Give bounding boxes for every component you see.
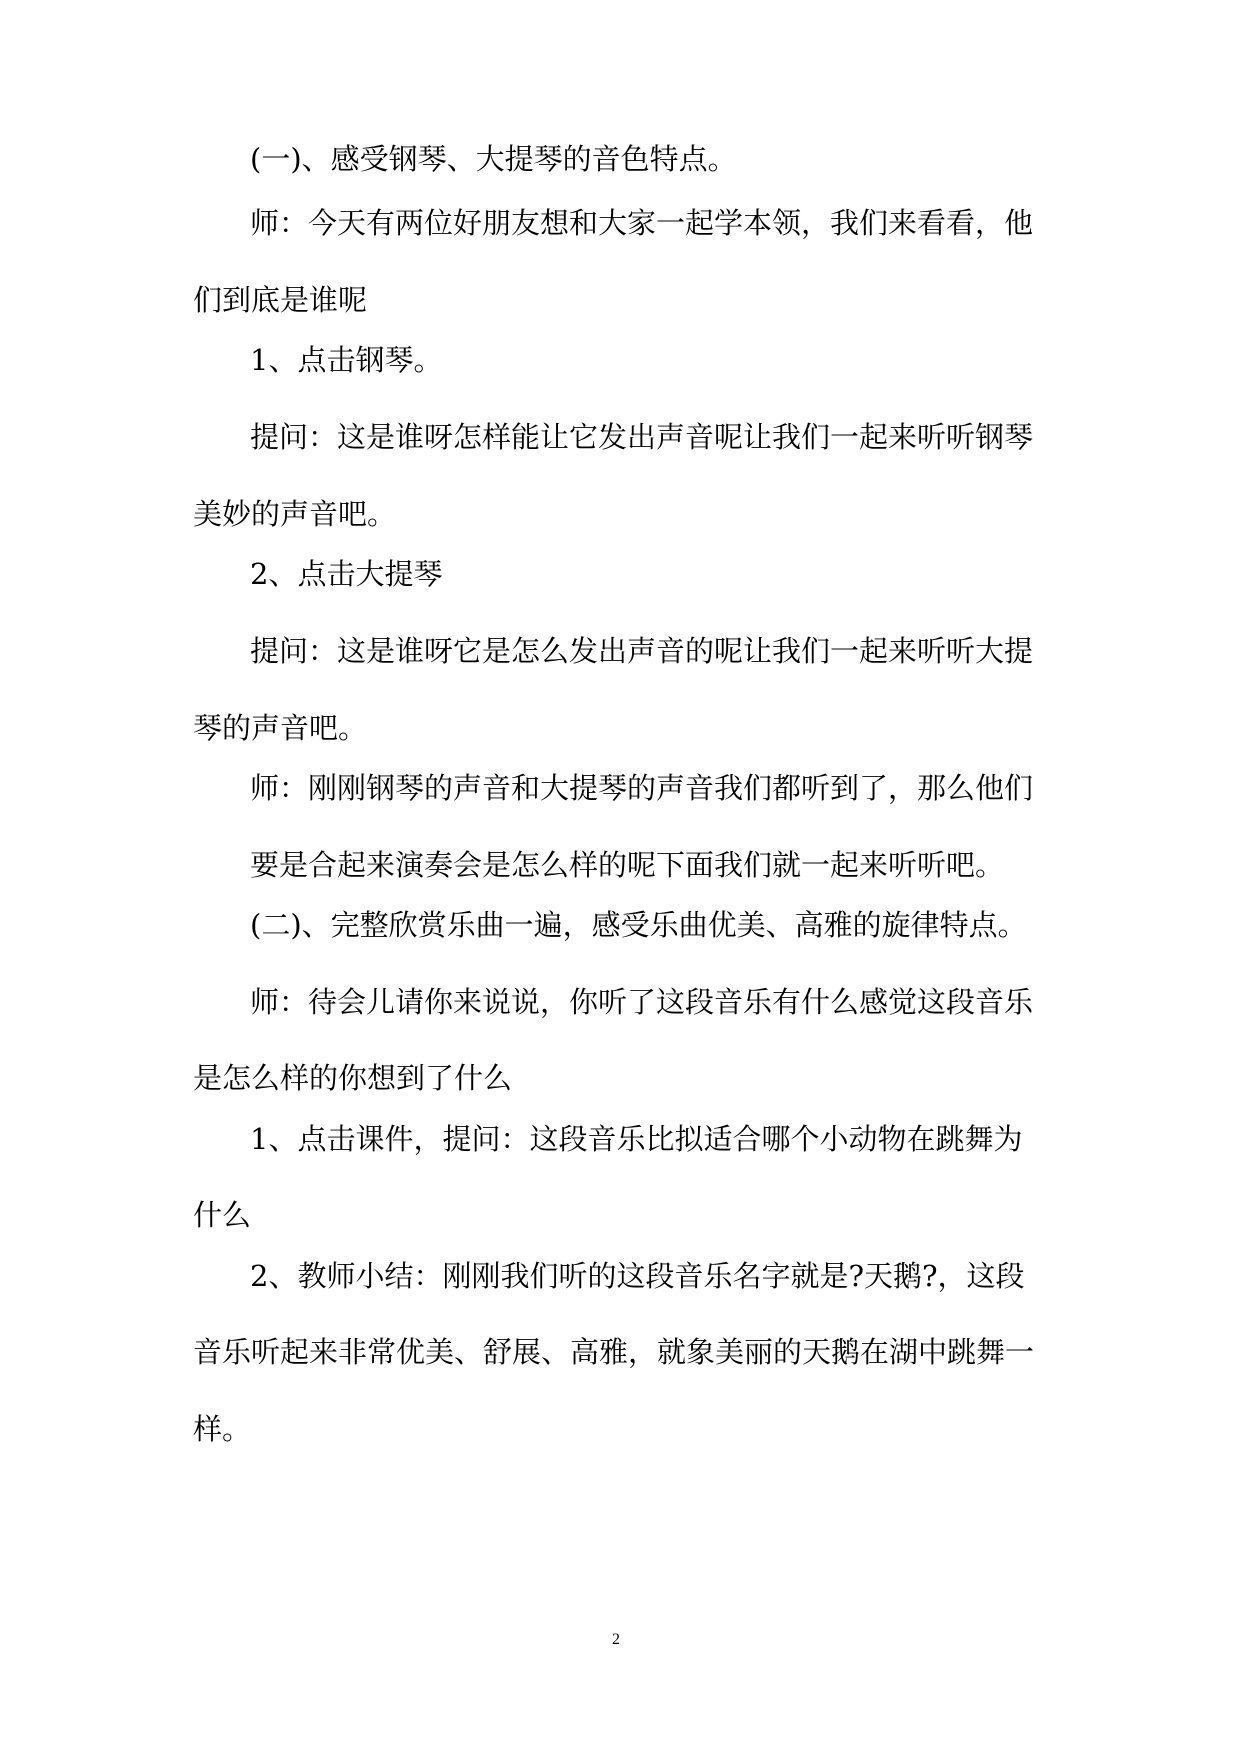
list-item-2: 2、点击大提琴 bbox=[250, 557, 443, 591]
section-heading-1: (一)、感受钢琴、大提琴的音色特点。 bbox=[250, 142, 737, 176]
paragraph-line: 师：待会儿请你来说说，你听了这段音乐有什么感觉这段音乐 bbox=[250, 985, 1034, 1019]
paragraph-line: 们到底是谁呢 bbox=[193, 283, 368, 317]
list-item-2b: 2、教师小结：刚刚我们听的这段音乐名字就是?天鹅?，这段 bbox=[250, 1259, 1025, 1293]
list-item-1: 1、点击钢琴。 bbox=[250, 343, 443, 377]
paragraph-line: 美妙的声音吧。 bbox=[193, 497, 397, 531]
paragraph-line: 师：刚刚钢琴的声音和大提琴的声音我们都听到了，那么他们 bbox=[250, 771, 1034, 805]
paragraph-line: 琴的声音吧。 bbox=[193, 711, 368, 745]
page-number: 2 bbox=[612, 1631, 620, 1648]
paragraph-line: 是怎么样的你想到了什么 bbox=[193, 1061, 513, 1095]
paragraph-line: 什么 bbox=[193, 1198, 252, 1232]
section-heading-2: (二)、完整欣赏乐曲一遍，感受乐曲优美、高雅的旋律特点。 bbox=[250, 908, 1027, 942]
paragraph-line: 师：今天有两位好朋友想和大家一起学本领，我们来看看，他 bbox=[250, 206, 1034, 240]
paragraph-line: 音乐听起来非常优美、舒展、高雅，就象美丽的天鹅在湖中跳舞一 bbox=[193, 1335, 1035, 1369]
paragraph-line: 样。 bbox=[193, 1412, 252, 1446]
paragraph-line: 要是合起来演奏会是怎么样的呢下面我们就一起来听听吧。 bbox=[250, 848, 1005, 882]
list-item-1b: 1、点击课件，提问：这段音乐比拟适合哪个小动物在跳舞为 bbox=[250, 1122, 1023, 1156]
paragraph-line: 提问：这是谁呀怎样能让它发出声音呢让我们一起来听听钢琴 bbox=[250, 420, 1034, 454]
paragraph-line: 提问：这是谁呀它是怎么发出声音的呢让我们一起来听听大提 bbox=[250, 634, 1034, 668]
